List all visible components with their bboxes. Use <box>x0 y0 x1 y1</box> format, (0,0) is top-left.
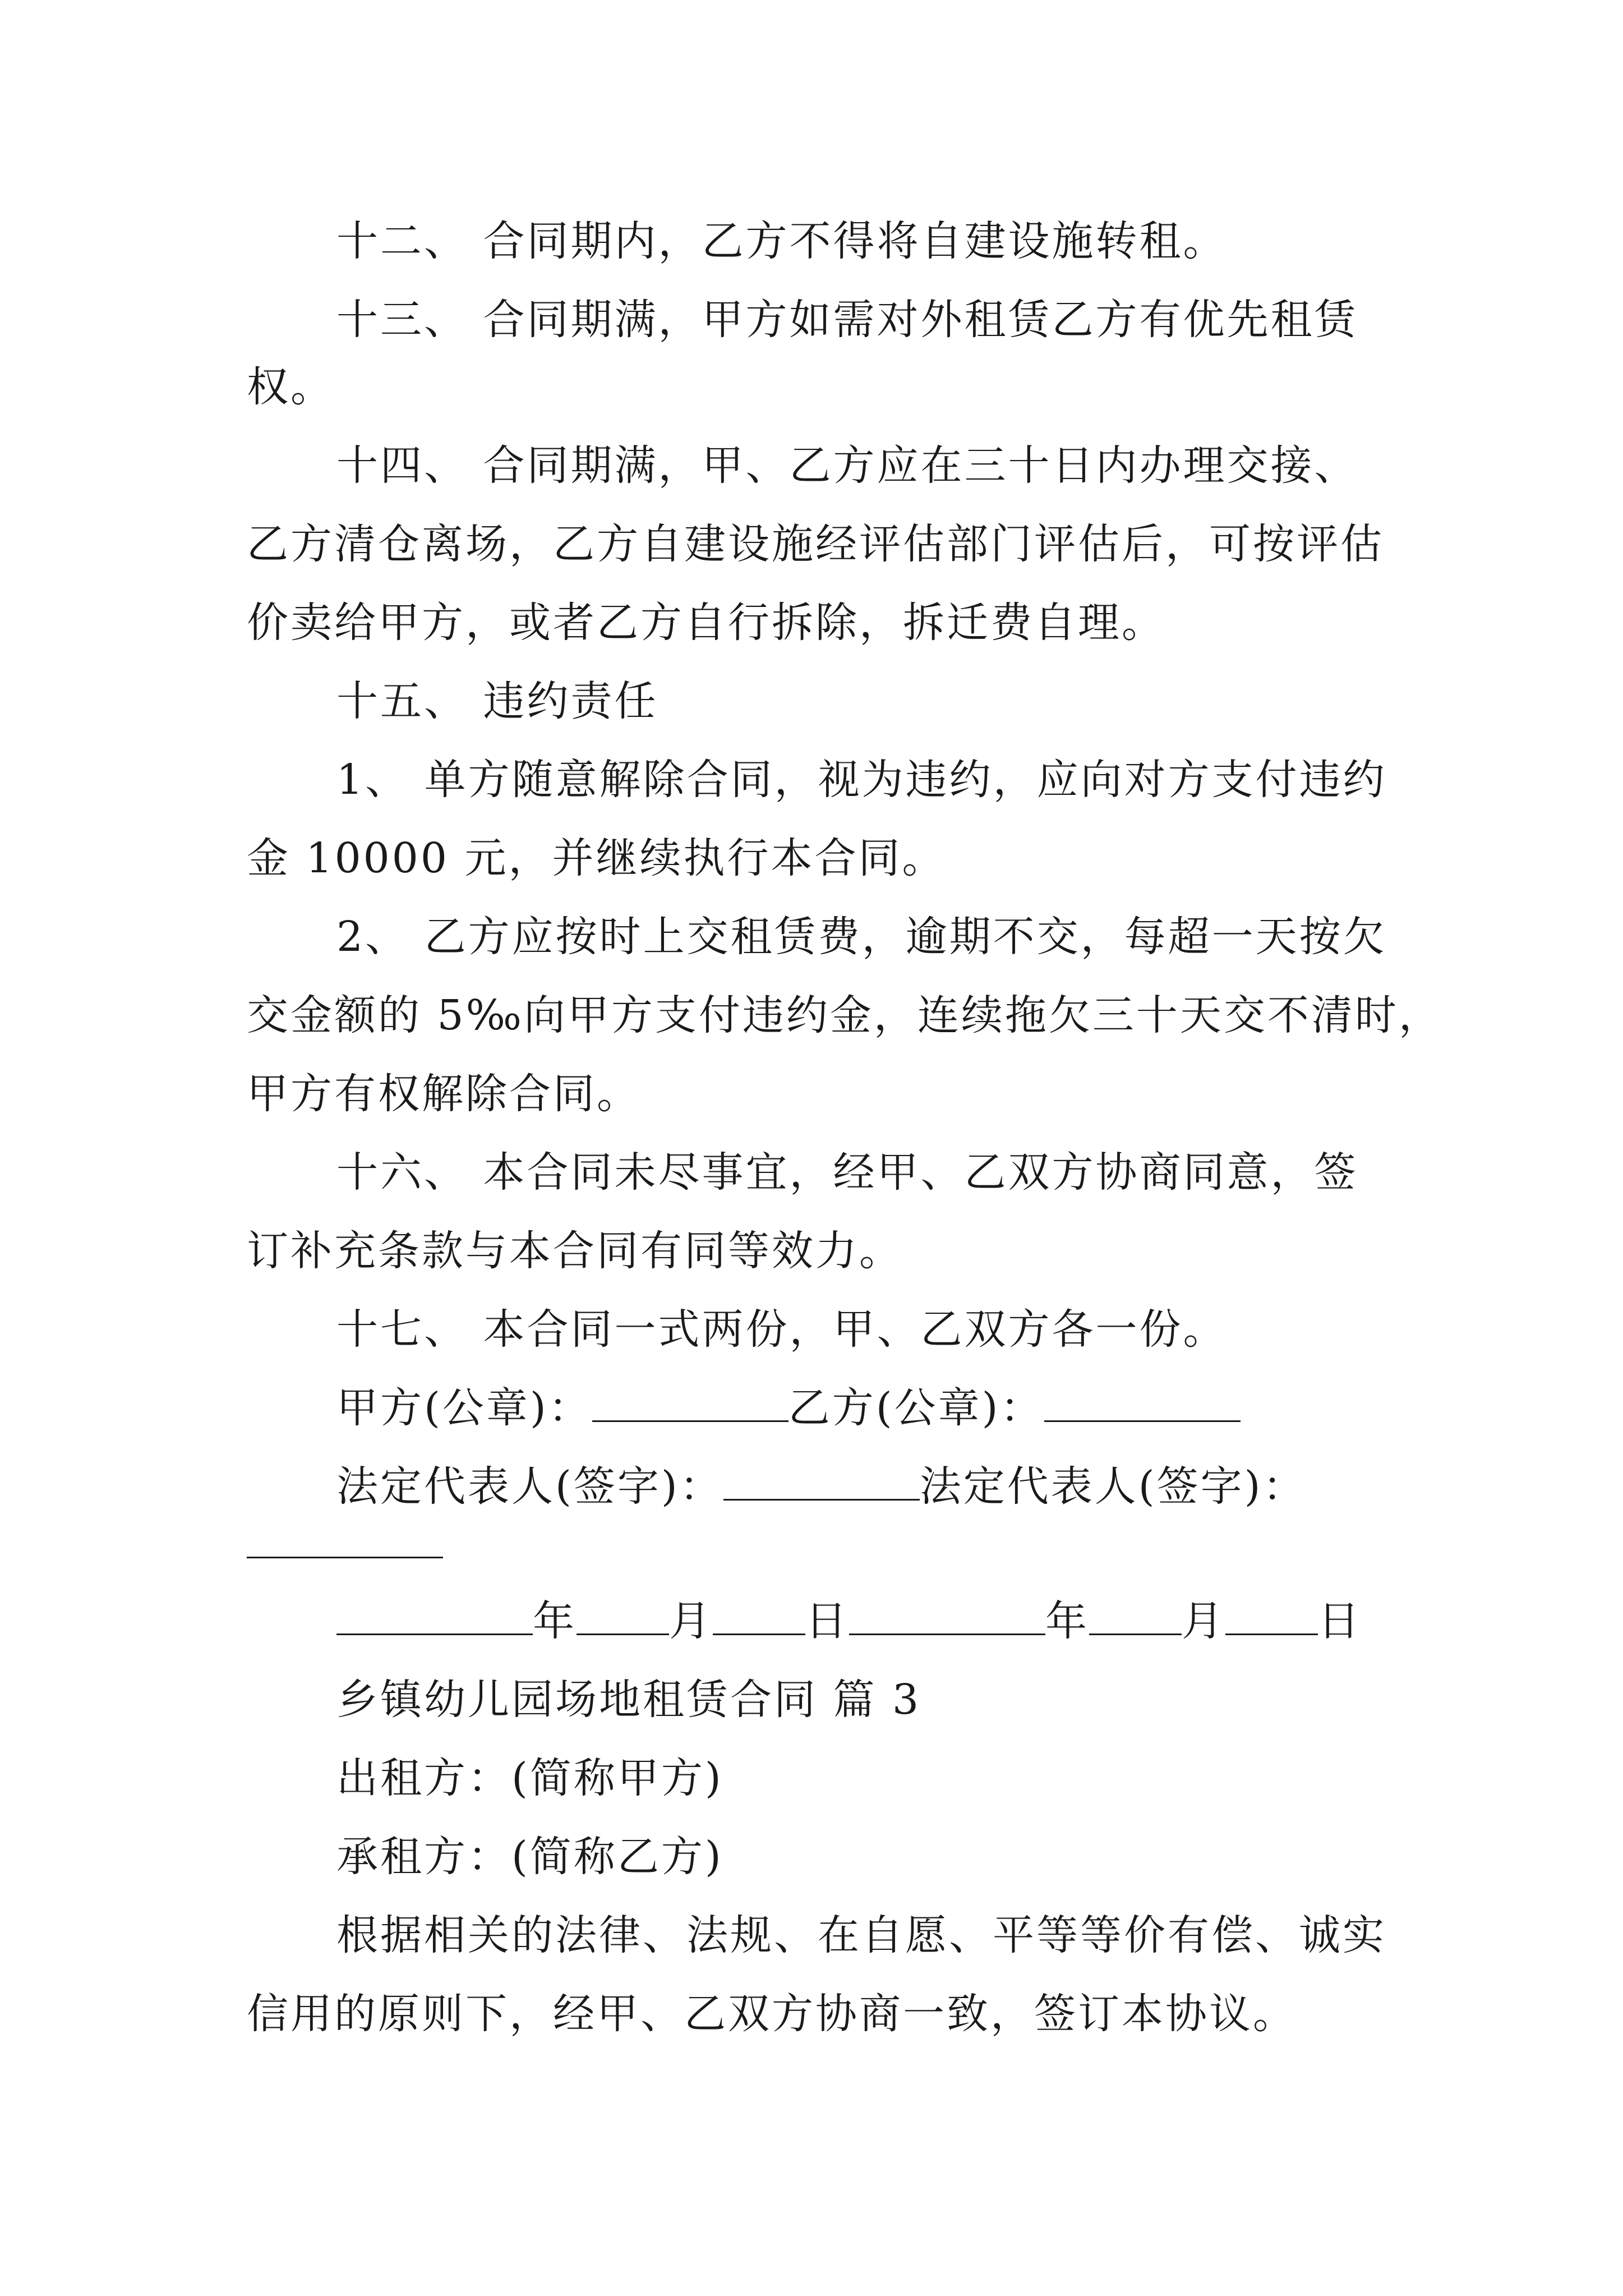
clause-16-line-2: 订补充条款与本合同有同等效力。 <box>247 1227 903 1275</box>
clause-15-item-2-line-2: 交金额的 5‰向甲方支付违约金，连续拖欠三十天交不清时， <box>247 991 1442 1039</box>
day-b-label: 日 <box>1318 1597 1362 1645</box>
rep-b-label: 法定代表人(签字)： <box>919 1462 1307 1511</box>
lessor-line: 出租方：(简称甲方) <box>336 1754 723 1802</box>
seal-line <box>336 1380 1241 1436</box>
rep-b-blank[interactable] <box>247 1557 443 1558</box>
date-line <box>336 1593 1362 1649</box>
month-b-label: 月 <box>1182 1597 1225 1645</box>
clause-15-item-1-line-1: 1、 单方随意解除合同，视为违约，应向对方支付违约 <box>336 756 1387 804</box>
party-a-seal-blank[interactable] <box>592 1381 789 1422</box>
clause-15-item-1-line-2: 金 10000 元，并继续执行本合同。 <box>247 834 946 882</box>
clause-14-line-2: 乙方清仓离场，乙方自建设施经评估部门评估后，可按评估 <box>247 520 1384 568</box>
clause-15-item-2-line-1: 2、 乙方应按时上交租赁费，逾期不交，每超一天按欠 <box>336 913 1387 961</box>
intro-line-2: 信用的原则下，经甲、乙双方协商一致，签订本协议。 <box>247 1990 1297 2038</box>
party-a-seal-label: 甲方(公章)： <box>336 1384 592 1432</box>
year-a-label: 年 <box>533 1597 577 1645</box>
intro-line-1: 根据相关的法律、法规、在自愿、平等等价有偿、诚实 <box>336 1911 1386 1959</box>
month-a-blank[interactable] <box>577 1594 669 1635</box>
rep-a-blank[interactable] <box>723 1460 920 1501</box>
year-b-blank[interactable] <box>849 1594 1045 1635</box>
clause-14-line-3: 价卖给甲方，或者乙方自行拆除，拆迁费自理。 <box>247 599 1165 647</box>
party-b-seal-blank[interactable] <box>1044 1381 1241 1422</box>
lessee-line: 承租方：(简称乙方) <box>336 1833 723 1881</box>
clause-13-line-2: 权。 <box>247 363 334 411</box>
clause-12: 十二、 合同期内，乙方不得将自建设施转租。 <box>336 217 1227 265</box>
month-b-blank[interactable] <box>1089 1594 1182 1635</box>
representative-line <box>336 1458 1307 1515</box>
clause-13-line-1: 十三、 合同期满，甲方如需对外租赁乙方有优先租赁 <box>336 296 1358 344</box>
day-b-blank[interactable] <box>1225 1594 1318 1635</box>
rep-a-label: 法定代表人(签字)： <box>336 1462 723 1511</box>
clause-15-heading: 十五、 违约责任 <box>336 677 658 725</box>
clause-16-line-1: 十六、 本合同未尽事宜，经甲、乙双方协商同意，签 <box>336 1148 1358 1197</box>
party-b-seal-label: 乙方(公章)： <box>788 1384 1044 1432</box>
clause-14-line-1: 十四、 合同期满，甲、乙方应在三十日内办理交接、 <box>336 441 1358 490</box>
year-a-blank[interactable] <box>336 1594 533 1635</box>
section-title: 乡镇幼儿园场地租赁合同 篇 3 <box>336 1676 921 1724</box>
month-a-label: 月 <box>669 1597 713 1645</box>
day-a-blank[interactable] <box>713 1594 805 1635</box>
clause-15-item-2-line-3: 甲方有权解除合同。 <box>247 1070 640 1118</box>
year-b-label: 年 <box>1045 1597 1089 1645</box>
day-a-label: 日 <box>805 1597 849 1645</box>
clause-17: 十七、 本合同一式两份，甲、乙双方各一份。 <box>336 1305 1227 1354</box>
